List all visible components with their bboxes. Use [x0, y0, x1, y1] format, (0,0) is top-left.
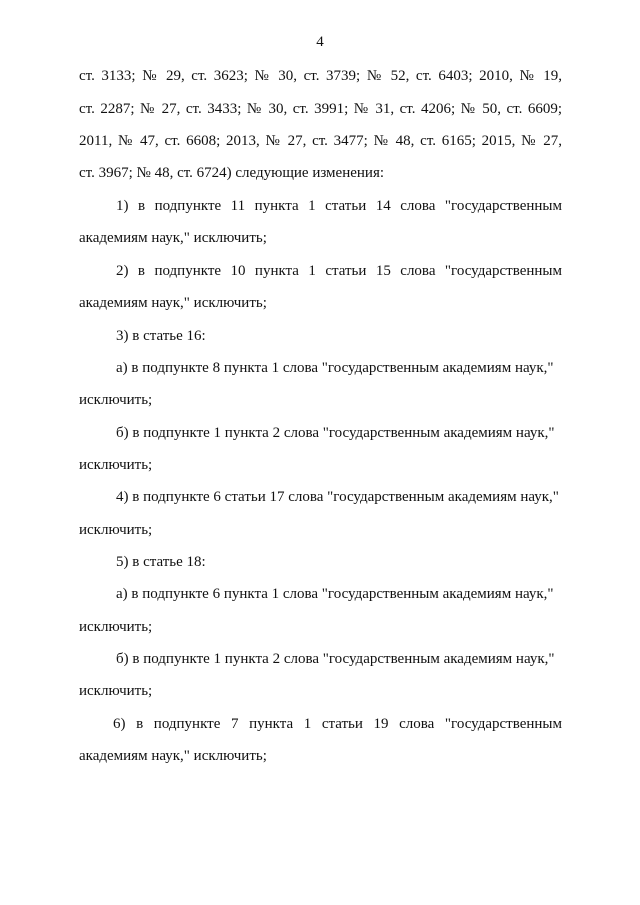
text-line-20: исключить;	[79, 683, 153, 699]
text-line-1: ст. 3133; № 29, ст. 3623; № 30, ст. 3739; № 52, ст. 6403; 2010, № 19,	[79, 68, 562, 84]
text-line-21: 6) в подпункте 7 пункта 1 статьи 19 слова "государственным	[113, 716, 562, 732]
text-line-13: исключить;	[79, 457, 153, 473]
text-line-5: 1) в подпункте 11 пункта 1 статьи 14 слова "государственным	[116, 198, 562, 214]
text-line-11: исключить;	[79, 392, 153, 408]
text-line-10: а) в подпункте 8 пункта 1 слова "государственным академиям наук,"	[116, 360, 554, 376]
text-line-17: а) в подпункте 6 пункта 1 слова "государственным академиям наук,"	[116, 586, 554, 602]
text-line-18: исключить;	[79, 619, 153, 635]
text-line-16: 5) в статье 18:	[116, 554, 206, 570]
text-line-2: ст. 2287; № 27, ст. 3433; № 30, ст. 3991; № 31, ст. 4206; № 50, ст. 6609;	[79, 101, 562, 117]
text-line-19: б) в подпункте 1 пункта 2 слова "государственным академиям наук,"	[116, 651, 555, 667]
text-line-12: б) в подпункте 1 пункта 2 слова "государственным академиям наук,"	[116, 425, 555, 441]
text-line-14: 4) в подпункте 6 статьи 17 слова "государственным академиям наук,"	[116, 489, 559, 505]
text-line-22: академиям наук," исключить;	[79, 748, 267, 764]
text-line-9: 3) в статье 16:	[116, 328, 206, 344]
text-line-4: ст. 3967; № 48, ст. 6724) следующие изменения:	[79, 165, 385, 181]
text-line-3: 2011, № 47, ст. 6608; 2013, № 27, ст. 3477; № 48, ст. 6165; 2015, № 27,	[79, 133, 562, 149]
page-number: 4	[316, 34, 324, 50]
text-line-8: академиям наук," исключить;	[79, 295, 267, 311]
text-line-7: 2) в подпункте 10 пункта 1 статьи 15 слова "государственным	[116, 263, 562, 279]
text-line-6: академиям наук," исключить;	[79, 230, 267, 246]
text-line-15: исключить;	[79, 522, 153, 538]
